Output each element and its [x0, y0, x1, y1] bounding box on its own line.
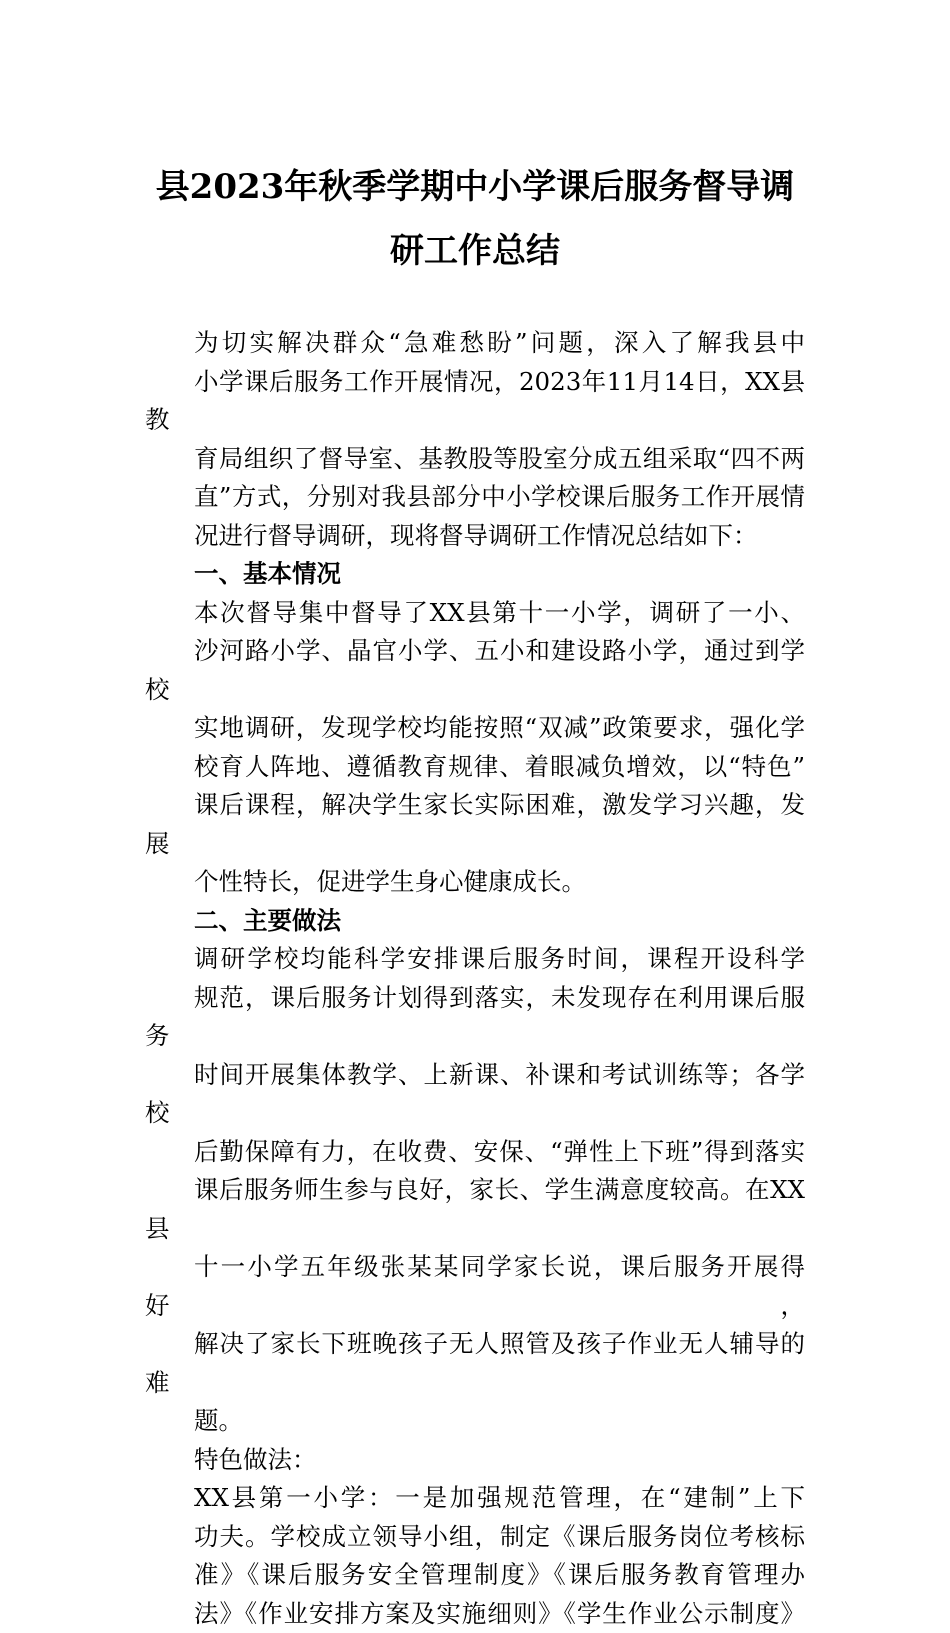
text-line: 时间开展集体教学、上新课、补课和考试训练等；各学校 — [145, 1056, 805, 1133]
text-line: 课后课程，解决学生家长实际困难，激发学习兴趣，发展 — [145, 786, 805, 863]
section-heading-basic: 一、基本情况 — [145, 555, 805, 594]
document-body — [145, 324, 805, 1633]
text-line: 后勤保障有力，在收费、安保、“弹性上下班”得到落实 — [145, 1133, 805, 1172]
intro-paragraph — [145, 324, 805, 555]
text-line: 本次督导集中督导了XX县第十一小学，调研了一小、 — [145, 594, 805, 633]
text-line: XX县第一小学：一是加强规范管理，在“建制”上下 — [145, 1479, 805, 1518]
methods-paragraph — [145, 940, 805, 1441]
text-line: 准》《课后服务安全管理制度》《课后服务教育管理办 — [145, 1556, 805, 1595]
text-line: 校育人阵地、遵循教育规律、着眼减负增效，以“特色” — [145, 748, 805, 787]
basic-paragraph — [145, 594, 805, 902]
text-line: 十一小学五年级张某某同学家长说，课后服务开展得好， — [145, 1248, 805, 1325]
text-line: 小学课后服务工作开展情况，2023年11月14日，XX县教 — [145, 363, 805, 440]
text-line: 沙河路小学、晶官小学、五小和建设路小学，通过到学校 — [145, 632, 805, 709]
text-line: 解决了家长下班晚孩子无人照管及孩子作业无人辅导的难 — [145, 1325, 805, 1402]
text-line: 规范，课后服务计划得到落实，未发现存在利用课后服务 — [145, 979, 805, 1056]
text-line: 法》《作业安排方案及实施细则》《学生作业公示制度》 — [145, 1595, 805, 1633]
text-line: 育局组织了督导室、基教股等股室分成五组采取“四不两 — [145, 440, 805, 479]
features-label: 特色做法： — [145, 1441, 805, 1480]
text-line: 为切实解决群众“急难愁盼”问题，深入了解我县中 — [145, 324, 805, 363]
features-paragraph — [145, 1479, 805, 1633]
document-title — [130, 160, 820, 278]
text-line: 个性特长，促进学生身心健康成长。 — [145, 863, 805, 902]
text-line: 况进行督导调研，现将督导调研工作情况总结如下： — [145, 517, 805, 556]
text-line: 课后服务师生参与良好，家长、学生满意度较高。在XX县 — [145, 1171, 805, 1248]
text-line: 实地调研，发现学校均能按照“双减”政策要求，强化学 — [145, 709, 805, 748]
text-line: 调研学校均能科学安排课后服务时间，课程开设科学 — [145, 940, 805, 979]
text-line: 题。 — [145, 1402, 805, 1441]
title-line-1: 县2023年秋季学期中小学课后服务督导调 — [156, 167, 795, 207]
title-line-2: 研工作总结 — [130, 224, 820, 278]
text-line: 功夫。学校成立领导小组，制定《课后服务岗位考核标 — [145, 1518, 805, 1557]
text-line: 直”方式，分别对我县部分中小学校课后服务工作开展情 — [145, 478, 805, 517]
section-heading-methods: 二、主要做法 — [145, 902, 805, 941]
